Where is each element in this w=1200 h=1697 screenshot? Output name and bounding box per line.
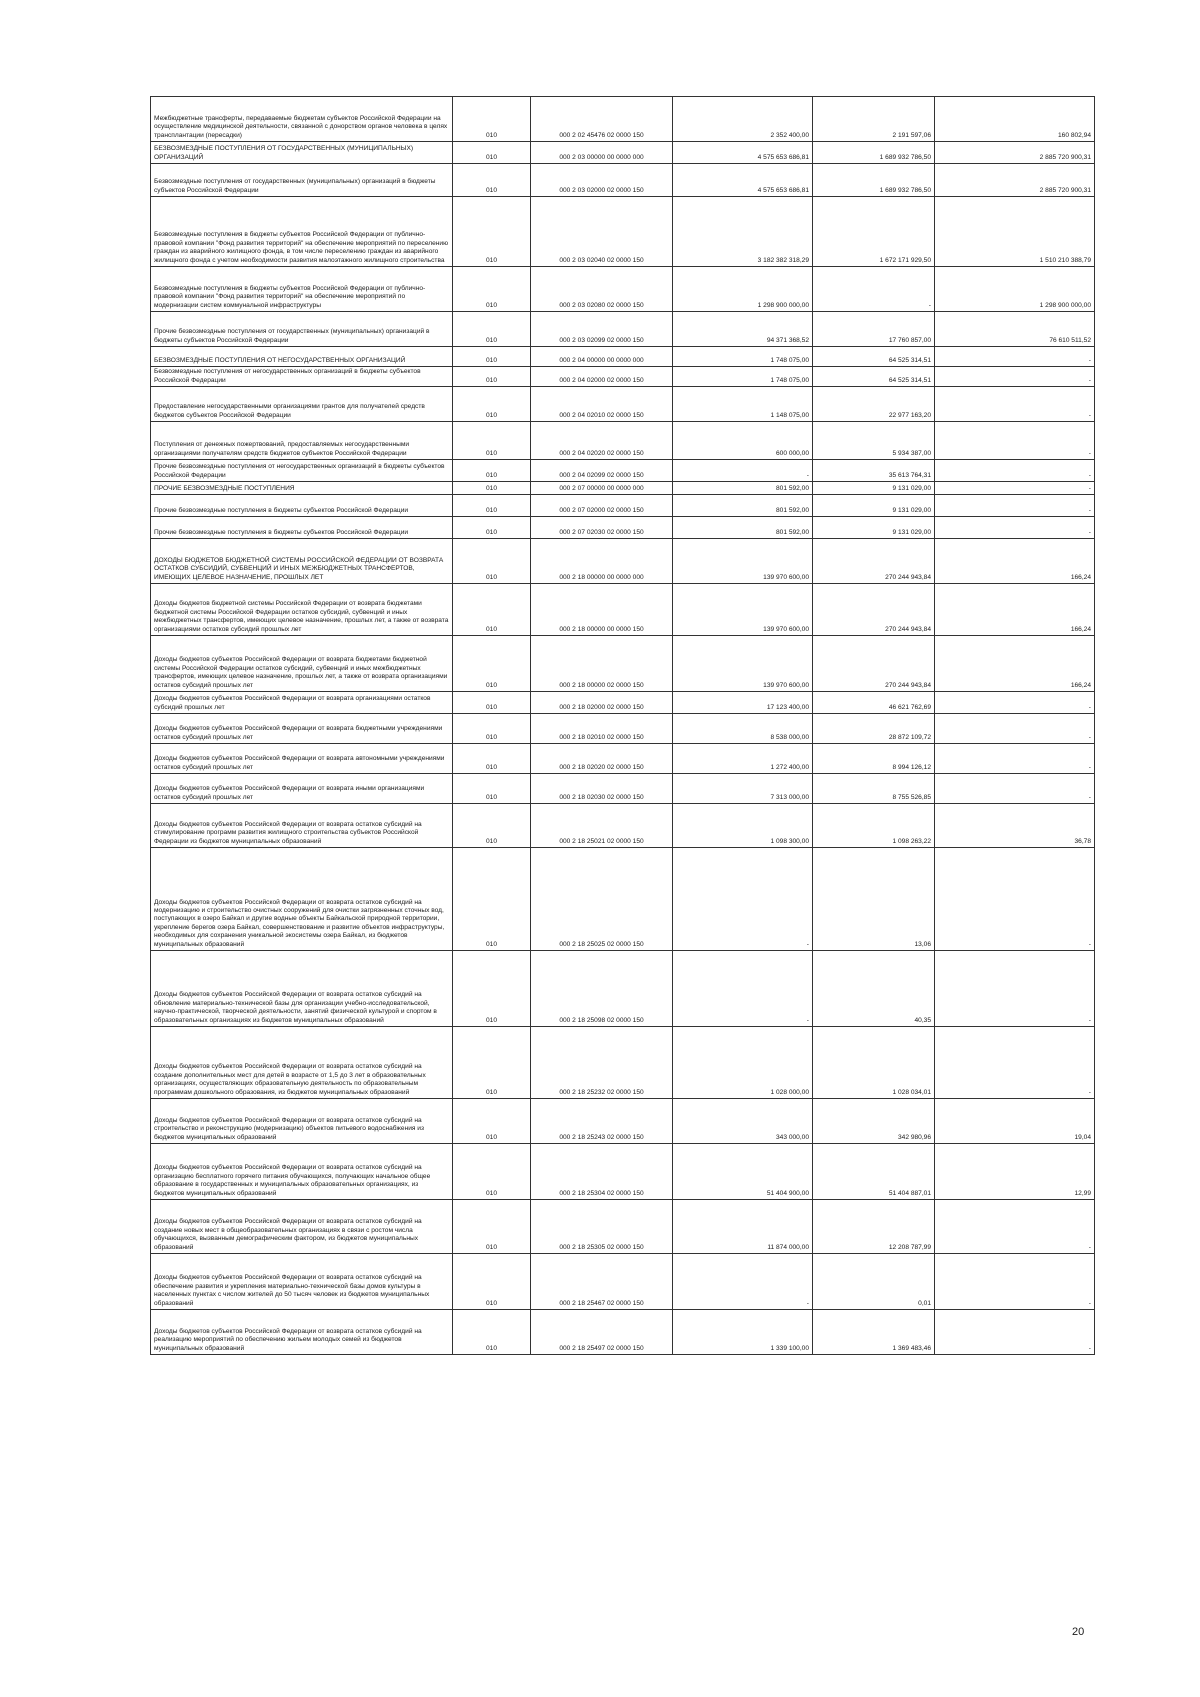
row-executed: 64 525 314,51 [813,347,935,367]
row-name: Доходы бюджетов субъектов Российской Федерации от возврата остатков субсидий на строительство и реконструкцию (модернизацию) объектов питьевого водоснабжения из бюджетов муниципальных образований [151,1099,453,1144]
table-row [151,197,1095,267]
row-unexecuted: - [935,1200,1095,1254]
row-executed: 40,35 [813,951,935,1027]
row-name: Безвозмездные поступления от негосударственных организаций в бюджеты субъектов Российской Федерации [151,367,453,387]
row-code: 010 [453,774,531,804]
row-classifier: 000 2 03 02000 02 0000 150 [531,164,673,197]
row-executed: 1 028 034,01 [813,1027,935,1099]
row-unexecuted: 36,78 [935,804,1095,848]
row-classifier: 000 2 18 02000 02 0000 150 [531,692,673,714]
row-unexecuted: - [935,692,1095,714]
row-code: 010 [453,1027,531,1099]
row-approved: 139 970 600,00 [673,584,813,636]
row-code: 010 [453,539,531,584]
row-unexecuted: 19,04 [935,1099,1095,1144]
table-row [151,1310,1095,1355]
row-classifier: 000 2 04 02020 02 0000 150 [531,422,673,460]
row-name: Доходы бюджетов субъектов Российской Федерации от возврата бюджетами бюджетной системы Российской Федерации остатков субсидий, субвенций и иных межбюджетных трансфертов, имеющих целевое назначение, прошлых лет, а также от возврата организациями остатков субсидий прошлых лет [151,636,453,692]
row-name: Доходы бюджетов субъектов Российской Федерации от возврата остатков субсидий на модернизацию и строительство очистных сооружений для очистки загрязненных сточных вод, поступающих в озеро Байкал и другие водные объекты Байкальской природной территории, укрепление берегов озера Байкал, совершенствование и развитие объектов инфраструктуры, необходимых для сохранения уникальной экосистемы озера Байкал, из бюджетов муниципальных образований [151,848,453,951]
table-row [151,422,1095,460]
row-approved: 801 592,00 [673,482,813,495]
row-executed: 5 934 387,00 [813,422,935,460]
table-row [151,714,1095,744]
row-executed: 270 244 943,84 [813,584,935,636]
row-name: Межбюджетные трансферты, передаваемые бюджетам субъектов Российской Федерации на осуществление медицинской деятельности, связанной с донорством органов человека в целях трансплантации (пересадки) [151,97,453,142]
row-approved: 139 970 600,00 [673,636,813,692]
row-code: 010 [453,164,531,197]
row-approved: 1 272 400,00 [673,744,813,774]
row-approved: - [673,848,813,951]
row-classifier: 000 2 18 25467 02 0000 150 [531,1254,673,1310]
table-row [151,267,1095,312]
row-classifier: 000 2 18 25098 02 0000 150 [531,951,673,1027]
row-executed: 17 760 857,00 [813,312,935,347]
row-classifier: 000 2 04 00000 00 0000 000 [531,347,673,367]
row-code: 010 [453,347,531,367]
table-row [151,97,1095,142]
table-row [151,164,1095,197]
table-row [151,1254,1095,1310]
row-executed: 1 369 483,46 [813,1310,935,1355]
table-row [151,692,1095,714]
row-name: Доходы бюджетов субъектов Российской Федерации от возврата остатков субсидий на создание дополнительных мест для детей в возрасте от 1,5 до 3 лет в образовательных организациях, осуществляющих образовательную деятельность по образовательным программам дошкольного образования, из бюджетов муниципальных образований [151,1027,453,1099]
row-unexecuted: 160 802,94 [935,97,1095,142]
row-name: БЕЗВОЗМЕЗДНЫЕ ПОСТУПЛЕНИЯ ОТ ГОСУДАРСТВЕННЫХ (МУНИЦИПАЛЬНЫХ) ОРГАНИЗАЦИЙ [151,142,453,164]
row-approved: 4 575 653 686,81 [673,164,813,197]
row-code: 010 [453,495,531,517]
row-classifier: 000 2 18 02010 02 0000 150 [531,714,673,744]
row-executed: 46 621 762,69 [813,692,935,714]
row-classifier: 000 2 18 00000 02 0000 150 [531,636,673,692]
row-code: 010 [453,1254,531,1310]
row-code: 010 [453,714,531,744]
row-executed: 64 525 314,51 [813,367,935,387]
row-approved: 139 970 600,00 [673,539,813,584]
row-executed: 1 689 932 786,50 [813,164,935,197]
row-classifier: 000 2 03 02080 02 0000 150 [531,267,673,312]
row-classifier: 000 2 18 25304 02 0000 150 [531,1144,673,1200]
row-name: Доходы бюджетов субъектов Российской Федерации от возврата остатков субсидий на обеспечение развития и укрепления материально-технической базы домов культуры в населенных пунктах с числом жителей до 50 тысяч человек из бюджетов муниципальных образований [151,1254,453,1310]
row-name: ПРОЧИЕ БЕЗВОЗМЕЗДНЫЕ ПОСТУПЛЕНИЯ [151,482,453,495]
row-code: 010 [453,267,531,312]
row-unexecuted: - [935,1310,1095,1355]
row-unexecuted: - [935,517,1095,539]
row-name: Доходы бюджетов субъектов Российской Федерации от возврата организациями остатков субсидий прошлых лет [151,692,453,714]
page-number: 20 [1072,1626,1085,1638]
row-unexecuted: - [935,422,1095,460]
row-classifier: 000 2 04 02010 02 0000 150 [531,387,673,422]
row-code: 010 [453,312,531,347]
row-name: Безвозмездные поступления в бюджеты субъектов Российской Федерации от публично-правовой компании "Фонд развития территорий" на обеспечение мероприятий по переселению граждан из аварийного жилищного фонда, в том числе переселению граждан из аварийного жилищного фонда с учетом необходимости развития малоэтажного жилищного строительства [151,197,453,267]
row-executed: 8 994 126,12 [813,744,935,774]
row-unexecuted: 166,24 [935,584,1095,636]
row-code: 010 [453,387,531,422]
table-row [151,1144,1095,1200]
row-executed: 1 689 932 786,50 [813,142,935,164]
row-approved: - [673,951,813,1027]
row-classifier: 000 2 18 25305 02 0000 150 [531,1200,673,1254]
row-executed: 13,06 [813,848,935,951]
row-name: Прочие безвозмездные поступления от государственных (муниципальных) организаций в бюджеты субъектов Российской Федерации [151,312,453,347]
row-classifier: 000 2 07 00000 00 0000 000 [531,482,673,495]
row-unexecuted: 2 885 720 900,31 [935,142,1095,164]
row-unexecuted: - [935,714,1095,744]
row-unexecuted: - [935,495,1095,517]
row-unexecuted: - [935,951,1095,1027]
row-name: ДОХОДЫ БЮДЖЕТОВ БЮДЖЕТНОЙ СИСТЕМЫ РОССИЙСКОЙ ФЕДЕРАЦИИ ОТ ВОЗВРАТА ОСТАТКОВ СУБСИДИЙ, СУБВЕНЦИЙ И ИНЫХ МЕЖБЮДЖЕТНЫХ ТРАНСФЕРТОВ, ИМЕЮЩИХ ЦЕЛЕВОЕ НАЗНАЧЕНИЕ, ПРОШЛЫХ ЛЕТ [151,539,453,584]
row-code: 010 [453,636,531,692]
row-executed: 51 404 887,01 [813,1144,935,1200]
table-row [151,517,1095,539]
row-name: Доходы бюджетов бюджетной системы Российской Федерации от возврата бюджетами бюджетной системы Российской Федерации остатков субсидий, субвенций и иных межбюджетных трансфертов, имеющих целевое назначение, прошлых лет, а также от возврата организациями остатков субсидий прошлых лет [151,584,453,636]
row-classifier: 000 2 07 02030 02 0000 150 [531,517,673,539]
row-classifier: 000 2 18 25025 02 0000 150 [531,848,673,951]
row-unexecuted: 2 885 720 900,31 [935,164,1095,197]
row-code: 010 [453,460,531,482]
table-row [151,774,1095,804]
row-approved: 1 028 000,00 [673,1027,813,1099]
row-approved: 17 123 400,00 [673,692,813,714]
row-classifier: 000 2 03 02099 02 0000 150 [531,312,673,347]
row-unexecuted: 166,24 [935,539,1095,584]
row-unexecuted: - [935,744,1095,774]
row-unexecuted: 76 610 511,52 [935,312,1095,347]
row-approved: 4 575 653 686,81 [673,142,813,164]
row-classifier: 000 2 18 25497 02 0000 150 [531,1310,673,1355]
row-approved: 801 592,00 [673,517,813,539]
row-code: 010 [453,848,531,951]
table-row [151,142,1095,164]
row-code: 010 [453,1144,531,1200]
row-name: БЕЗВОЗМЕЗДНЫЕ ПОСТУПЛЕНИЯ ОТ НЕГОСУДАРСТВЕННЫХ ОРГАНИЗАЦИЙ [151,347,453,367]
row-unexecuted: 12,99 [935,1144,1095,1200]
row-classifier: 000 2 18 25021 02 0000 150 [531,804,673,848]
row-classifier: 000 2 18 02030 02 0000 150 [531,774,673,804]
table-row [151,347,1095,367]
row-name: Доходы бюджетов субъектов Российской Федерации от возврата иными организациями остатков субсидий прошлых лет [151,774,453,804]
row-name: Прочие безвозмездные поступления от негосударственных организаций в бюджеты субъектов Российской Федерации [151,460,453,482]
table-row [151,460,1095,482]
row-name: Доходы бюджетов субъектов Российской Федерации от возврата остатков субсидий на организацию бесплатного горячего питания обучающихся, получающих начальное общее образование в государственных и муниципальных образовательных организациях, из бюджетов муниципальных образований [151,1144,453,1200]
table-row [151,539,1095,584]
row-name: Прочие безвозмездные поступления в бюджеты субъектов Российской Федерации [151,495,453,517]
row-name: Безвозмездные поступления в бюджеты субъектов Российской Федерации от публично-правовой компании "Фонд развития территорий" на обеспечение мероприятий по модернизации систем коммунальной инфраструктуры [151,267,453,312]
row-name: Доходы бюджетов субъектов Российской Федерации от возврата остатков субсидий на создание новых мест в общеобразовательных организациях в связи с ростом числа обучающихся, вызванным демографическим фактором, из бюджетов муниципальных образований [151,1200,453,1254]
row-executed: 35 613 764,31 [813,460,935,482]
row-unexecuted: - [935,1254,1095,1310]
row-name: Доходы бюджетов субъектов Российской Федерации от возврата автономными учреждениями остатков субсидий прошлых лет [151,744,453,774]
table-row [151,1099,1095,1144]
row-approved: 1 298 900 000,00 [673,267,813,312]
row-approved: 343 000,00 [673,1099,813,1144]
row-name: Доходы бюджетов субъектов Российской Федерации от возврата остатков субсидий на стимулирование программ развития жилищного строительства субъектов Российской Федерации из бюджетов муниципальных образований [151,804,453,848]
row-name: Доходы бюджетов субъектов Российской Федерации от возврата остатков субсидий на реализацию мероприятий по обеспечению жильем молодых семей из бюджетов муниципальных образований [151,1310,453,1355]
row-code: 010 [453,1099,531,1144]
row-classifier: 000 2 18 00000 00 0000 000 [531,539,673,584]
row-approved: 1 748 075,00 [673,347,813,367]
row-approved: 8 538 000,00 [673,714,813,744]
row-approved: 1 148 075,00 [673,387,813,422]
row-code: 010 [453,951,531,1027]
row-executed: 1 672 171 929,50 [813,197,935,267]
row-approved: 801 592,00 [673,495,813,517]
row-name: Доходы бюджетов субъектов Российской Федерации от возврата бюджетными учреждениями остатков субсидий прошлых лет [151,714,453,744]
row-unexecuted: - [935,482,1095,495]
row-executed: 2 191 597,06 [813,97,935,142]
row-code: 010 [453,584,531,636]
row-code: 010 [453,367,531,387]
row-approved: 94 371 368,52 [673,312,813,347]
row-approved: 1 748 075,00 [673,367,813,387]
table-row [151,1027,1095,1099]
table-row [151,636,1095,692]
row-approved: 600 000,00 [673,422,813,460]
row-code: 010 [453,482,531,495]
table-row [151,848,1095,951]
row-unexecuted: - [935,774,1095,804]
row-classifier: 000 2 07 02000 02 0000 150 [531,495,673,517]
row-approved: 7 313 000,00 [673,774,813,804]
row-executed: 9 131 029,00 [813,517,935,539]
row-unexecuted: - [935,367,1095,387]
row-classifier: 000 2 18 25243 02 0000 150 [531,1099,673,1144]
row-classifier: 000 2 03 02040 02 0000 150 [531,197,673,267]
row-classifier: 000 2 02 45476 02 0000 150 [531,97,673,142]
row-approved: 2 352 400,00 [673,97,813,142]
row-code: 010 [453,422,531,460]
row-classifier: 000 2 18 25232 02 0000 150 [531,1027,673,1099]
row-executed: 12 208 787,99 [813,1200,935,1254]
row-name: Безвозмездные поступления от государственных (муниципальных) организаций в бюджеты субъектов Российской Федерации [151,164,453,197]
row-approved: 3 182 382 318,29 [673,197,813,267]
row-classifier: 000 2 18 00000 00 0000 150 [531,584,673,636]
row-classifier: 000 2 04 02000 02 0000 150 [531,367,673,387]
row-classifier: 000 2 03 00000 00 0000 000 [531,142,673,164]
row-classifier: 000 2 18 02020 02 0000 150 [531,744,673,774]
row-classifier: 000 2 04 02099 02 0000 150 [531,460,673,482]
row-executed: 9 131 029,00 [813,482,935,495]
row-executed: 0,01 [813,1254,935,1310]
row-name: Предоставление негосударственными организациями грантов для получателей средств бюджетов субъектов Российской Федерации [151,387,453,422]
row-executed: 1 098 263,22 [813,804,935,848]
row-unexecuted: 1 510 210 388,79 [935,197,1095,267]
row-unexecuted: - [935,387,1095,422]
table-row [151,367,1095,387]
table-row [151,482,1095,495]
row-executed: 9 131 029,00 [813,495,935,517]
row-name: Прочие безвозмездные поступления в бюджеты субъектов Российской Федерации [151,517,453,539]
table-row [151,312,1095,347]
row-code: 010 [453,97,531,142]
row-approved: 1 339 100,00 [673,1310,813,1355]
table-row [151,951,1095,1027]
row-code: 010 [453,692,531,714]
row-approved: 1 098 300,00 [673,804,813,848]
row-name: Доходы бюджетов субъектов Российской Федерации от возврата остатков субсидий на обновление материально-технической базы для организации учебно-исследовательской, научно-практической, творческой деятельности, занятий физической культурой и спортом в образовательных организациях из бюджетов муниципальных образований [151,951,453,1027]
row-unexecuted: 166,24 [935,636,1095,692]
table-row [151,387,1095,422]
table-row [151,744,1095,774]
row-unexecuted: - [935,347,1095,367]
table-row [151,495,1095,517]
row-approved: - [673,1254,813,1310]
row-code: 010 [453,744,531,774]
row-code: 010 [453,1200,531,1254]
table-row [151,1200,1095,1254]
row-executed: 342 980,96 [813,1099,935,1144]
income-table [150,96,1095,1355]
row-approved: - [673,460,813,482]
row-executed: 28 872 109,72 [813,714,935,744]
table-row [151,584,1095,636]
table-row [151,804,1095,848]
row-unexecuted: - [935,848,1095,951]
row-name: Поступления от денежных пожертвований, предоставляемых негосударственными организациями получателям средств бюджетов субъектов Российской Федерации [151,422,453,460]
row-code: 010 [453,197,531,267]
row-code: 010 [453,142,531,164]
row-unexecuted: - [935,1027,1095,1099]
row-executed: 270 244 943,84 [813,539,935,584]
row-code: 010 [453,517,531,539]
row-unexecuted: - [935,460,1095,482]
row-executed: 22 977 163,20 [813,387,935,422]
row-approved: 11 874 000,00 [673,1200,813,1254]
row-executed: 270 244 943,84 [813,636,935,692]
row-approved: 51 404 900,00 [673,1144,813,1200]
row-code: 010 [453,1310,531,1355]
row-executed: - [813,267,935,312]
row-unexecuted: 1 298 900 000,00 [935,267,1095,312]
row-executed: 8 755 526,85 [813,774,935,804]
row-code: 010 [453,804,531,848]
